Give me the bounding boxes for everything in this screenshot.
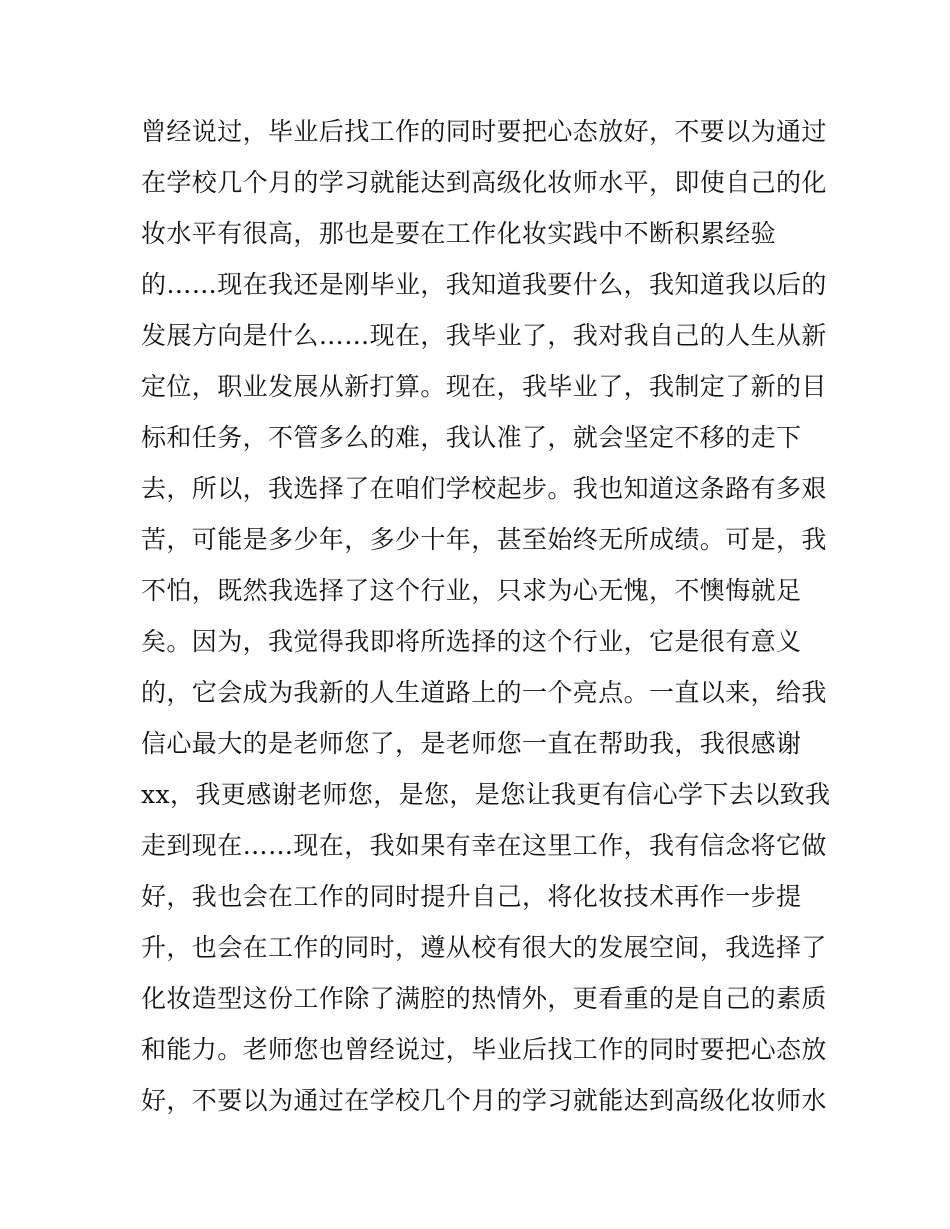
text-line: 和能力。老师您也曾经说过，毕业后找工作的同时要把心态放 bbox=[141, 1035, 827, 1064]
text-line: 在学校几个月的学习就能达到高级化妆师水平，即使自己的化 bbox=[141, 168, 827, 197]
text-line: 好，不要以为通过在学校几个月的学习就能达到高级化妆师水 bbox=[141, 1086, 827, 1115]
text-line: 走到现在……现在，我如果有幸在这里工作，我有信念将它做 bbox=[141, 831, 827, 860]
text-line: 曾经说过，毕业后找工作的同时要把心态放好，不要以为通过 bbox=[141, 117, 827, 146]
text-line: 发展方向是什么……现在，我毕业了，我对我自己的人生从新 bbox=[141, 321, 827, 350]
text-line: 升，也会在工作的同时，遵从校有很大的发展空间，我选择了 bbox=[141, 933, 827, 962]
text-line: 的……现在我还是刚毕业，我知道我要什么，我知道我以后的 bbox=[141, 270, 827, 299]
text-line: 去，所以，我选择了在咱们学校起步。我也知道这条路有多艰 bbox=[141, 474, 827, 503]
text-line: 好，我也会在工作的同时提升自己，将化妆技术再作一步提 bbox=[141, 882, 802, 911]
text-line: 信心最大的是老师您了，是老师您一直在帮助我，我很感谢 bbox=[141, 729, 802, 758]
text-line: 苦，可能是多少年，多少十年，甚至始终无所成绩。可是，我 bbox=[141, 525, 827, 554]
text-line: 标和任务，不管多么的难，我认准了，就会坚定不移的走下 bbox=[141, 423, 802, 452]
text-line: 定位，职业发展从新打算。现在，我毕业了，我制定了新的目 bbox=[141, 372, 827, 401]
text-line: xx，我更感谢老师您，是您，是您让我更有信心学下去以致我 bbox=[141, 780, 831, 809]
text-line: 的，它会成为我新的人生道路上的一个亮点。一直以来，给我 bbox=[141, 678, 827, 707]
body-text bbox=[141, 106, 831, 1126]
text-line: 化妆造型这份工作除了满腔的热情外，更看重的是自己的素质 bbox=[141, 984, 827, 1013]
text-line: 妆水平有很高，那也是要在工作化妆实践中不断积累经验 bbox=[141, 219, 777, 248]
text-line: 不怕，既然我选择了这个行业，只求为心无愧，不懊悔就足 bbox=[141, 576, 802, 605]
text-line: 矣。因为，我觉得我即将所选择的这个行业，它是很有意义 bbox=[141, 627, 802, 656]
